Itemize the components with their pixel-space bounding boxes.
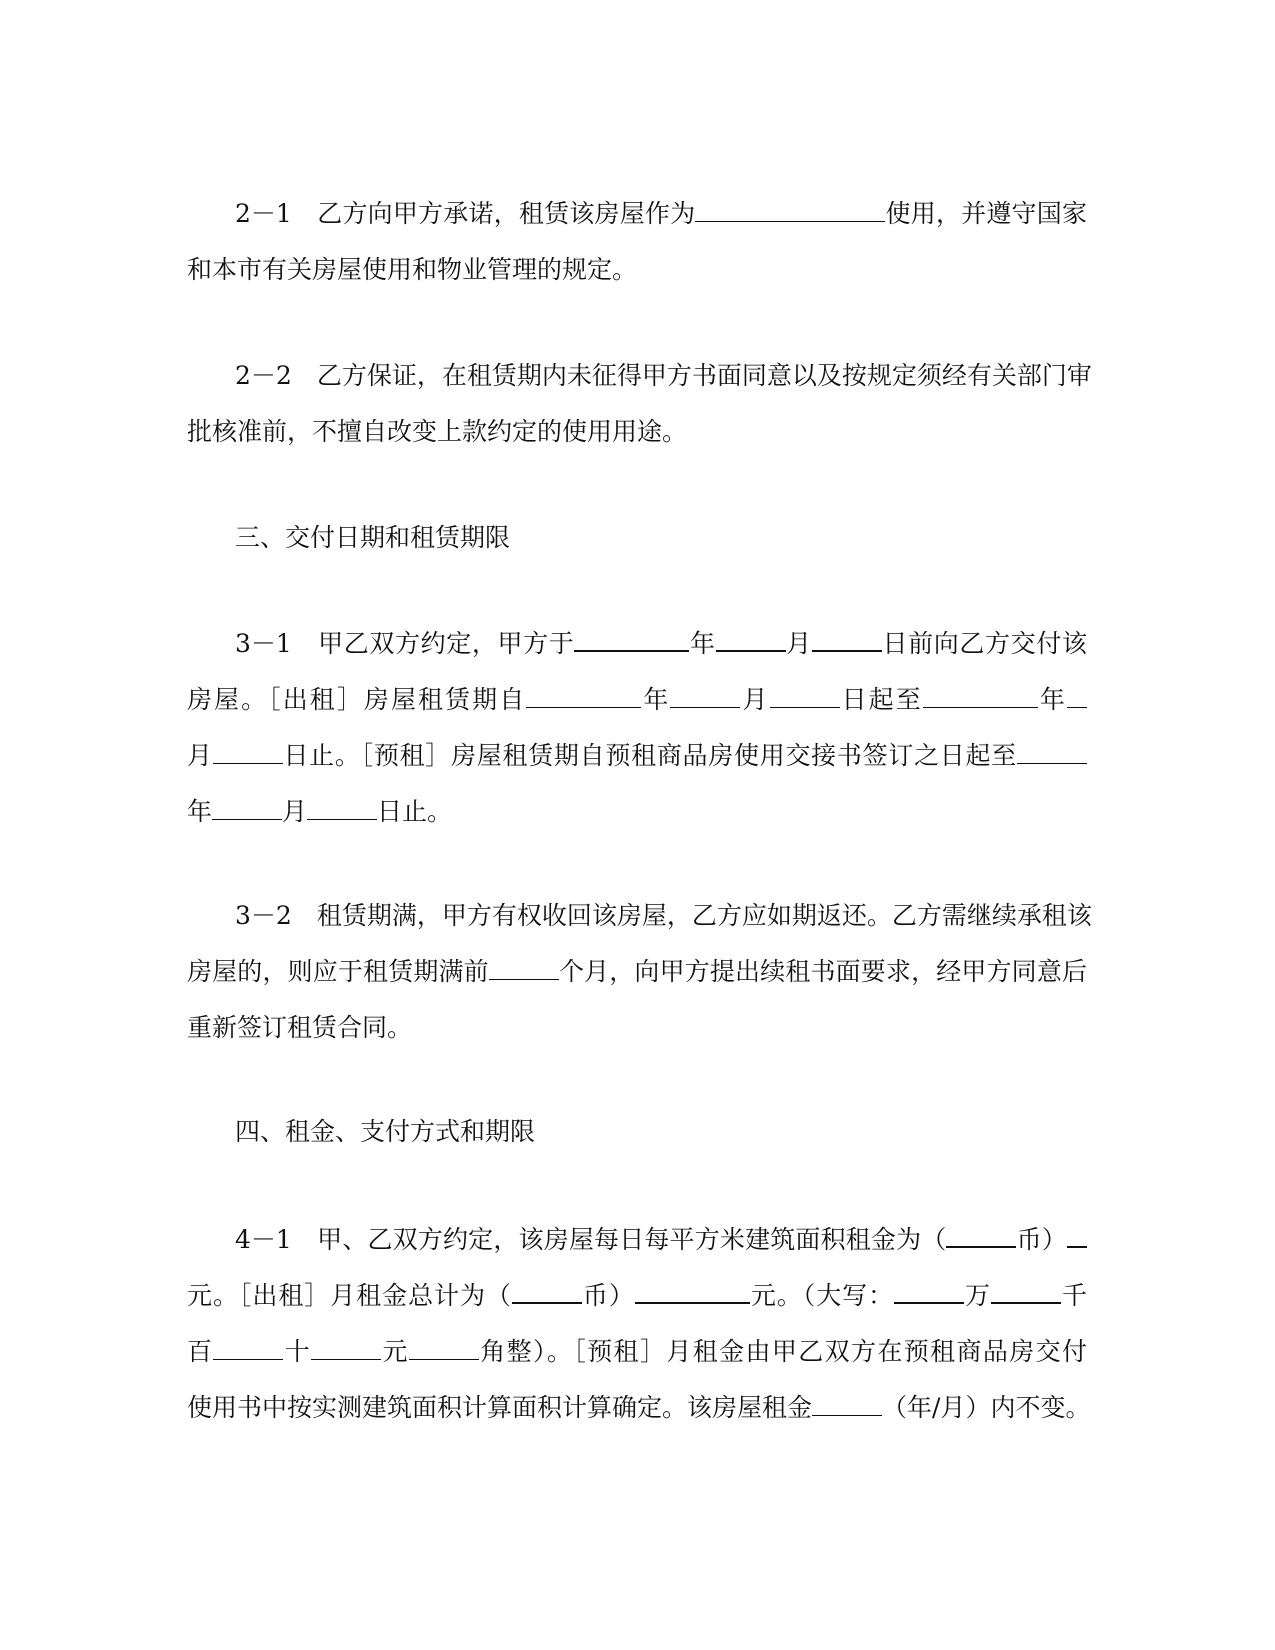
- clause-number: 2－1: [235, 199, 292, 228]
- clause-2-1: [187, 186, 1087, 298]
- clause-text: 日止。［预租］房屋租赁期自预租商品房使用交接书签订之日起至: [282, 741, 1017, 770]
- clause-text: 房屋的，则应于租赁期满前: [187, 957, 489, 986]
- clause-text: 租赁期满，甲方有权收回该房屋，乙方应如期返还。乙方需继续承租该: [316, 901, 1092, 930]
- clause-3-1-line-3: [187, 728, 1087, 784]
- currency-blank[interactable]: [512, 1282, 582, 1304]
- clause-3-1-line-4: [187, 784, 1087, 840]
- currency-blank[interactable]: [946, 1226, 1016, 1248]
- year-blank[interactable]: [574, 630, 689, 652]
- clause-text: 乙方保证，在租赁期内未征得甲方书面同意以及按规定须经有关部门审: [316, 361, 1092, 390]
- clause-text: 甲、乙双方约定，该房屋每日每平方米建筑面积租金为（: [317, 1225, 947, 1254]
- usage-blank[interactable]: [695, 201, 885, 222]
- clause-text: 月: [187, 741, 213, 770]
- clause-number: 3－2: [235, 901, 292, 930]
- day-blank[interactable]: [213, 743, 283, 764]
- clause-4-1-line-2: [187, 1268, 1087, 1324]
- clause-text: 月: [740, 685, 770, 714]
- clause-text: （年/月）内不变。: [882, 1393, 1091, 1422]
- clause-4-1-line-1: [187, 1212, 1087, 1268]
- clause-2-1-line-1: [187, 186, 1087, 242]
- clause-text: 万: [964, 1281, 991, 1310]
- clause-3-2-line-2: [187, 944, 1087, 1000]
- day-blank[interactable]: [812, 630, 882, 652]
- amount-blank[interactable]: [1067, 1226, 1087, 1248]
- year-blank[interactable]: [1017, 743, 1087, 764]
- clause-text: 乙方向甲方承诺，租赁该房屋作为: [317, 199, 696, 228]
- clause-text: 日止。: [377, 797, 453, 826]
- clause-number: 3－1: [235, 629, 292, 658]
- clause-2-1-line-2: 和本市有关房屋使用和物业管理的规定。: [187, 255, 638, 284]
- clause-text: 元: [381, 1337, 409, 1366]
- clause-text: 年: [1037, 685, 1067, 714]
- section-3-heading: [187, 510, 1087, 566]
- clause-text: 房屋。［出租］房屋租赁期自: [187, 685, 527, 714]
- months-blank[interactable]: [489, 959, 559, 980]
- clause-text: 元。［出租］月租金总计为（: [187, 1281, 512, 1310]
- clause-text: 个月，向甲方提出续租书面要求，经甲方同意后: [558, 957, 1087, 986]
- period-blank[interactable]: [812, 1395, 882, 1416]
- clause-text: 月: [785, 629, 812, 658]
- clause-text: 使用书中按实测建筑面积计算面积计算确定。该房屋租金: [187, 1393, 813, 1422]
- clause-4-1-line-4: [187, 1380, 1091, 1436]
- clause-number: 2－2: [235, 361, 292, 390]
- clause-2-2-line-1: [187, 348, 1092, 404]
- clause-3-2-line-3: 重新签订租赁合同。: [187, 1013, 413, 1042]
- clause-3-1: [187, 616, 1087, 840]
- section-title: 三、交付日期和租赁期限: [235, 523, 511, 552]
- day-blank[interactable]: [307, 799, 377, 820]
- clause-text: 角整）。［预租］月租金由甲乙双方在预租商品房交付: [478, 1337, 1087, 1366]
- clause-4-1-line-3: [187, 1324, 1087, 1380]
- clause-number: 4－1: [235, 1225, 292, 1254]
- jiao-blank[interactable]: [409, 1339, 479, 1360]
- thousand-blank[interactable]: [991, 1282, 1061, 1304]
- clause-2-2: [187, 348, 1092, 460]
- clause-text: 币）: [1016, 1225, 1067, 1254]
- month-blank[interactable]: [716, 630, 786, 652]
- clause-text: 甲乙双方约定，甲方于: [318, 629, 575, 658]
- clause-text: 元。（大写：: [749, 1281, 895, 1310]
- clause-text: 使用，并遵守国家: [885, 199, 1087, 228]
- day-blank[interactable]: [770, 687, 840, 708]
- clause-text: 十: [283, 1337, 312, 1366]
- clause-text: 币）: [581, 1281, 635, 1310]
- yuan-blank[interactable]: [311, 1339, 381, 1360]
- amount-blank[interactable]: [635, 1282, 750, 1304]
- clause-text: 年: [689, 629, 716, 658]
- clause-text: 月: [282, 797, 308, 826]
- clause-text: 日起至: [839, 685, 923, 714]
- clause-text: 年: [641, 685, 671, 714]
- clause-text: 年: [187, 797, 213, 826]
- ten-thousand-blank[interactable]: [894, 1282, 964, 1304]
- clause-text: 日前向乙方交付该: [881, 629, 1087, 658]
- clause-3-1-line-2: [187, 672, 1087, 728]
- clause-4-1: [187, 1212, 1091, 1436]
- clause-3-2: [187, 888, 1092, 1056]
- month-blank[interactable]: [1067, 687, 1087, 708]
- section-4-heading: [187, 1104, 1087, 1160]
- clause-3-2-line-1: [187, 888, 1092, 944]
- clause-text: 百: [187, 1337, 214, 1366]
- ten-blank[interactable]: [213, 1339, 283, 1360]
- clause-3-1-line-1: [187, 616, 1087, 672]
- year-blank[interactable]: [526, 687, 641, 708]
- clause-2-2-line-2: 批核准前，不擅自改变上款约定的使用用途。: [187, 417, 688, 446]
- section-title: 四、租金、支付方式和期限: [235, 1117, 536, 1146]
- year-blank[interactable]: [923, 687, 1038, 708]
- month-blank[interactable]: [670, 687, 740, 708]
- clause-text: 千: [1061, 1281, 1087, 1310]
- month-blank[interactable]: [212, 799, 282, 820]
